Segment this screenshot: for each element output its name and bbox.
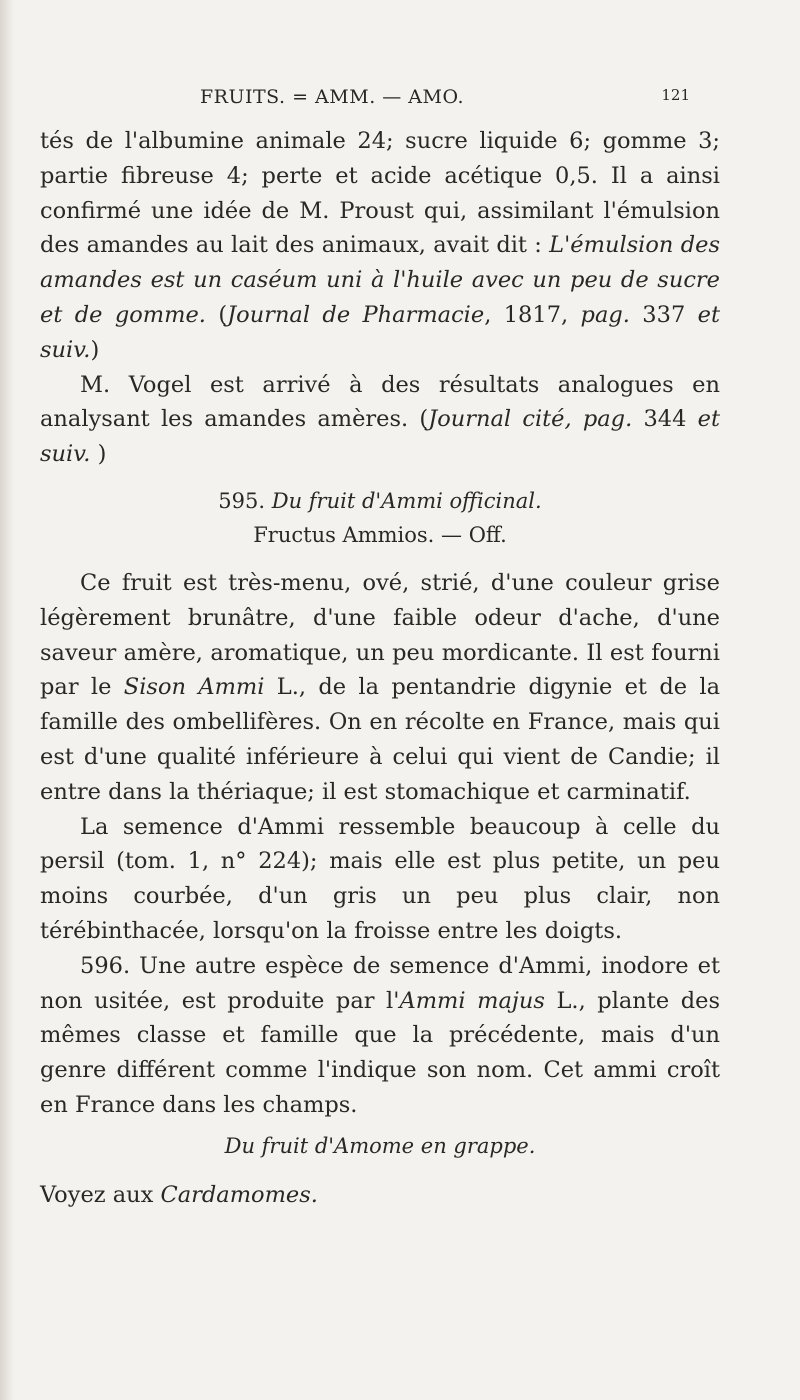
text-run: ) [90,441,107,468]
text-run: Voyez aux [40,1181,161,1208]
text-run: 596. Une autre espèce de semence d'Ammi, inodore et non usitée, est produite par l' [40,952,720,1014]
paragraph-ammi-description [40,566,720,810]
text-run: 344 [632,406,698,433]
text-run: tés de l'albumine animale 24; sucre liquide 6; gomme 3; partie fibreuse 4; perte et acide acétique 0,5. Il a ainsi confirmé une idée de M. Proust qui, assimilant l'émulsion des amandes au lait des animaux, avait dit : [40,128,720,259]
page-body [40,124,720,1212]
text-run: ) [90,336,100,363]
text-run: , 1817, [484,301,581,328]
text-run: L., plante des mêmes classe et famille que la précédente, mais d'un genre différent comme l'indique son nom. Cet ammi croît en France dans les champs. [40,987,720,1118]
text-run: M. Vogel est arrivé à des résultats analogues en analysant les amandes amères. ( [40,371,720,433]
page-header [200,86,690,116]
journal-citation: Journal de Pharmacie [227,301,485,328]
paragraph-vogel [40,368,720,472]
page-number: 121 [661,86,690,104]
text-run: ( [205,301,228,328]
text-run: 337 [629,301,698,328]
text-run: L., de la pentandrie digynie et de la famille des ombellifères. On en récolte en France, mais qui est d'une qualité inférieure à celui qui vient de Candie; il entre dans la thériaque; il est stomachique et carminatif. [40,674,720,805]
journal-citation: Journal cité, pag. [428,406,633,433]
text-run: Ce fruit est très-menu, ové, strié, d'une couleur grise légèrement brunâtre, d'une faible odeur d'ache, d'une saveur amère, aromatique, un peu mordicante. Il est fourni par le [40,569,720,701]
page-edge-shadow [0,0,14,1400]
species-name: Ammi majus [399,987,545,1014]
section-595-latin-name: Fructus Ammios. — Off. [253,522,507,547]
cross-reference: Cardamomes. [160,1181,318,1208]
section-number: 595. [218,488,272,513]
paragraph-albumine-continuation [40,124,720,368]
species-name: Sison Ammi [123,674,265,701]
running-head: FRUITS. = AMM. — AMO. [200,86,464,108]
proust-quote: L'émulsion des amandes est un caséum uni à l'huile avec un peu de sucre et de gomme. [40,232,720,328]
citation-pag: pag. [580,301,630,328]
section-amome-title: Du fruit d'Amome en grappe. [224,1133,536,1158]
citation-suiv: et suiv. [40,406,720,468]
citation-suiv: et suiv. [40,301,721,363]
section-title-text: Du fruit d'Ammi officinal. [271,488,542,513]
paragraph-596 [40,949,720,1123]
paragraph-voyez [40,1178,720,1213]
section-595-title [40,484,720,518]
paragraph-semence-ammi: La semence d'Ammi ressemble beaucoup à celle du persil (tom. 1, n° 224); mais elle est plus petite, un peu moins courbée, d'un gris un peu plus clair, non térébinthacée, lorsqu'on la froisse entre les doigts. [40,813,720,944]
